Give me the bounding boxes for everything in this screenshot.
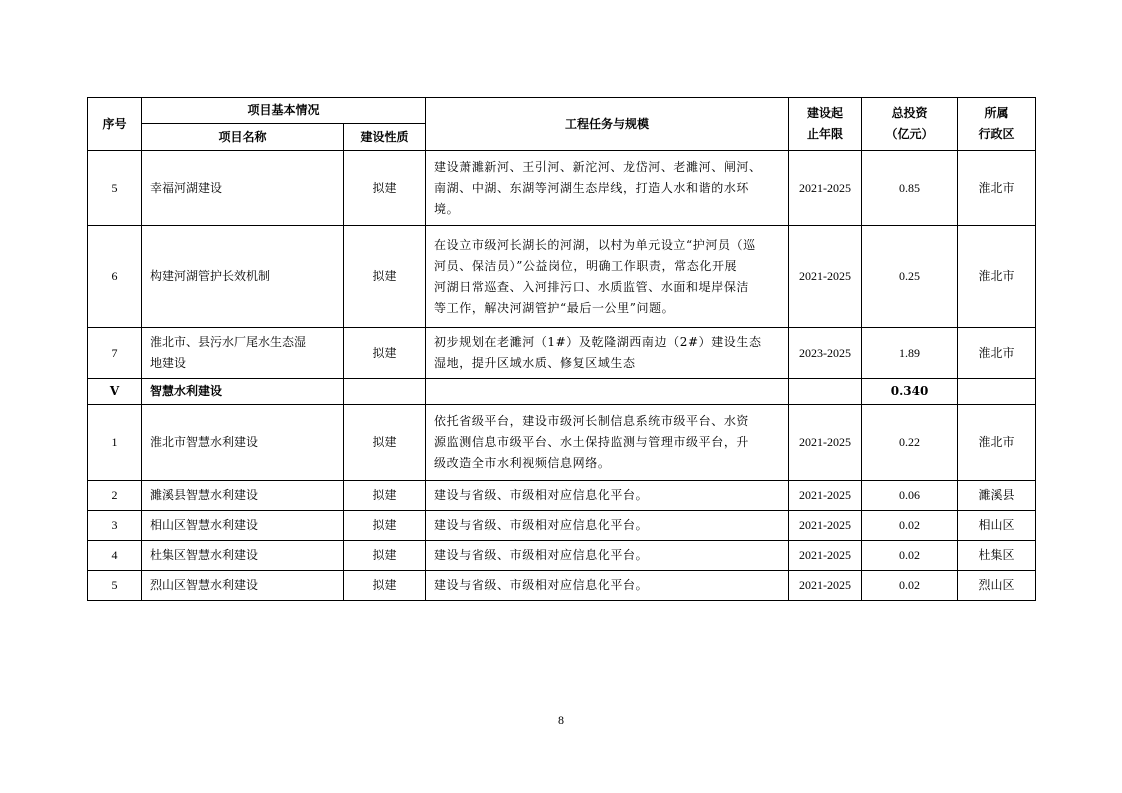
header-invest-line1: 总投资 [891, 106, 928, 120]
section-invest: 0.340 [862, 379, 958, 405]
invest-cell: 0.25 [862, 226, 958, 328]
project-name-line: 濉溪县智慧水利建设 [150, 488, 259, 502]
header-region-line2: 行政区 [978, 127, 1015, 141]
project-name-line: 地建设 [150, 356, 187, 370]
region-cell: 淮北市 [958, 328, 1036, 379]
table-row [88, 328, 1036, 379]
table-row [88, 511, 1036, 541]
header-years-line1: 建设起 [807, 106, 844, 120]
project-name-cell [142, 151, 344, 226]
section-empty-cell [344, 379, 426, 405]
header-years-line2: 止年限 [807, 127, 844, 141]
seq-cell: 7 [88, 328, 142, 379]
region-cell: 相山区 [958, 511, 1036, 541]
years-cell: 2021-2025 [789, 511, 862, 541]
project-name-line: 淮北市智慧水利建设 [150, 435, 259, 449]
header-row-1 [88, 98, 1036, 124]
years-cell: 2021-2025 [789, 541, 862, 571]
page-number: 8 [558, 713, 564, 727]
seq-cell: 1 [88, 405, 142, 481]
project-name-line: 杜集区智慧水利建设 [150, 548, 259, 562]
invest-cell: 1.89 [862, 328, 958, 379]
nature-cell: 拟建 [344, 481, 426, 511]
project-name-line: 构建河湖管护长效机制 [150, 269, 271, 283]
region-cell: 淮北市 [958, 405, 1036, 481]
nature-cell: 拟建 [344, 151, 426, 226]
task-cell [426, 571, 789, 601]
task-cell [426, 405, 789, 481]
nature-cell: 拟建 [344, 405, 426, 481]
section-row [88, 379, 1036, 405]
header-years [789, 98, 862, 151]
task-cell [426, 328, 789, 379]
task-line: 河员、保洁员）”公益岗位，明确工作职责，常态化开展 [434, 258, 738, 273]
seq-cell: 2 [88, 481, 142, 511]
task-line: 源监测信息市级平台、水土保持监测与管理市级平台，升 [434, 435, 750, 449]
project-name-cell [142, 226, 344, 328]
years-cell: 2021-2025 [789, 481, 862, 511]
table-row [88, 571, 1036, 601]
task-line: 境。 [434, 201, 460, 216]
table-row [88, 481, 1036, 511]
table-row [88, 541, 1036, 571]
header-region-line1: 所属 [984, 106, 1009, 120]
project-name-cell [142, 571, 344, 601]
table-row [88, 405, 1036, 481]
region-cell: 濉溪县 [958, 481, 1036, 511]
years-cell: 2021-2025 [789, 226, 862, 328]
section-empty-cell [958, 379, 1036, 405]
task-cell [426, 481, 789, 511]
header-invest [862, 98, 958, 151]
task-line: 湿地，提升区域水质、修复区域生态 [434, 356, 636, 370]
years-cell: 2023-2025 [789, 328, 862, 379]
task-line: 建设与省级、市级相对应信息化平台。 [434, 578, 649, 592]
table-row [88, 151, 1036, 226]
seq-cell: 3 [88, 511, 142, 541]
region-cell: 淮北市 [958, 151, 1036, 226]
project-name-line: 烈山区智慧水利建设 [150, 578, 259, 592]
project-table [87, 97, 1036, 601]
section-number: V [88, 379, 142, 405]
task-line: 等工作，解决河湖管护“最后一公里”问题。 [434, 300, 675, 315]
seq-cell: 6 [88, 226, 142, 328]
seq-cell: 5 [88, 571, 142, 601]
invest-cell: 0.02 [862, 511, 958, 541]
section-title: 智慧水利建设 [142, 379, 344, 405]
project-name-line: 相山区智慧水利建设 [150, 518, 259, 532]
section-empty-cell [426, 379, 789, 405]
header-invest-line2: （亿元） [885, 127, 934, 141]
region-cell: 淮北市 [958, 226, 1036, 328]
task-line: 初步规划在老濉河（1#）及乾隆湖西南边（2#）建设生态 [434, 335, 762, 349]
years-cell: 2021-2025 [789, 151, 862, 226]
invest-cell: 0.22 [862, 405, 958, 481]
region-cell: 杜集区 [958, 541, 1036, 571]
invest-cell: 0.06 [862, 481, 958, 511]
years-cell: 2021-2025 [789, 405, 862, 481]
section-empty-cell [789, 379, 862, 405]
task-line: 建设与省级、市级相对应信息化平台。 [434, 548, 649, 562]
header-seq: 序号 [88, 98, 142, 151]
header-project-name: 项目名称 [142, 124, 344, 151]
header-nature: 建设性质 [344, 124, 426, 151]
project-name-cell [142, 541, 344, 571]
invest-cell: 0.85 [862, 151, 958, 226]
project-name-line: 淮北市、县污水厂尾水生态湿 [150, 335, 307, 349]
region-cell: 烈山区 [958, 571, 1036, 601]
task-line: 建设与省级、市级相对应信息化平台。 [434, 488, 649, 502]
project-name-cell [142, 328, 344, 379]
task-line: 南湖、中湖、东湖等河湖生态岸线，打造人水和谐的水环 [434, 180, 750, 195]
header-region [958, 98, 1036, 151]
header-basic-info: 项目基本情况 [142, 98, 426, 124]
seq-cell: 5 [88, 151, 142, 226]
years-cell: 2021-2025 [789, 571, 862, 601]
task-line: 依托省级平台，建设市级河长制信息系统市级平台、水资 [434, 414, 750, 428]
task-cell [426, 541, 789, 571]
task-cell [426, 226, 789, 328]
nature-cell: 拟建 [344, 511, 426, 541]
project-name-cell [142, 511, 344, 541]
nature-cell: 拟建 [344, 571, 426, 601]
nature-cell: 拟建 [344, 226, 426, 328]
task-line: 在设立市级河长湖长的河湖，以村为单元设立“护河员（巡 [434, 237, 756, 252]
nature-cell: 拟建 [344, 328, 426, 379]
seq-cell: 4 [88, 541, 142, 571]
task-line: 河湖日常巡查、入河排污口、水质监管、水面和堤岸保洁 [434, 279, 750, 294]
task-cell [426, 511, 789, 541]
task-line: 级改造全市水利视频信息网络。 [434, 456, 611, 470]
invest-cell: 0.02 [862, 541, 958, 571]
task-line: 建设与省级、市级相对应信息化平台。 [434, 518, 649, 532]
task-cell [426, 151, 789, 226]
nature-cell: 拟建 [344, 541, 426, 571]
project-name-line: 幸福河湖建设 [150, 180, 223, 195]
invest-cell: 0.02 [862, 571, 958, 601]
project-name-cell [142, 405, 344, 481]
table-row [88, 226, 1036, 328]
header-task: 工程任务与规模 [426, 98, 789, 151]
project-name-cell [142, 481, 344, 511]
task-line: 建设萧濉新河、王引河、新沱河、龙岱河、老濉河、闸河、 [434, 159, 762, 174]
